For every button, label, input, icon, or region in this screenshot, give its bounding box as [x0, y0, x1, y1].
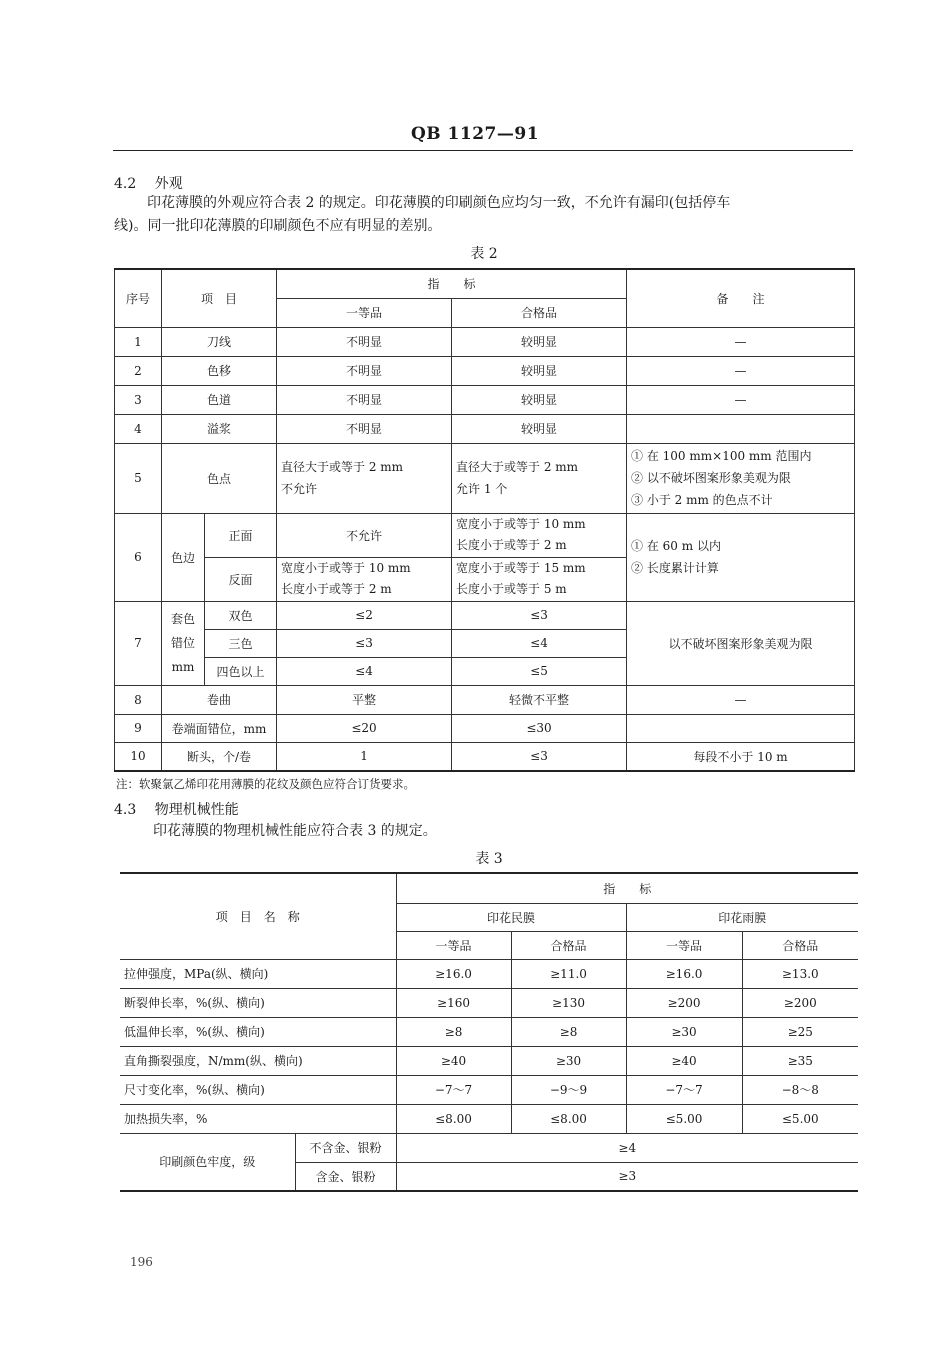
header-remark: 备 注 — [627, 269, 855, 327]
table-row — [120, 1133, 858, 1162]
cell-value: −9～9 — [511, 1075, 626, 1104]
cell-subitem: 双色 — [205, 601, 277, 629]
cell-item: 色点 — [162, 443, 277, 513]
cell-value: ≥16.0 — [396, 959, 511, 988]
cell-item: 卷端面错位，mm — [162, 714, 277, 742]
table-row — [115, 327, 855, 356]
cell-line: 长度小于或等于 5 m — [456, 582, 567, 596]
cell-remark — [627, 414, 855, 443]
cell-item: 刀线 — [162, 327, 277, 356]
cell-name: 尺寸变化率，%(纵、横向) — [120, 1075, 396, 1104]
cell-value: ≤5.00 — [742, 1104, 858, 1133]
cell-value: ≤8.00 — [511, 1104, 626, 1133]
cell-line: 长度小于或等于 2 m — [281, 582, 392, 596]
cell-qualified: 较明显 — [452, 414, 627, 443]
table-2-note: 注：软聚氯乙烯印花用薄膜的花纹及颜色应符合订货要求。 — [116, 777, 415, 791]
cell-item: 色移 — [162, 356, 277, 385]
cell-line: 直径大于或等于 2 mm — [456, 460, 579, 474]
cell-value: ≥8 — [396, 1017, 511, 1046]
cell-line: 套色 — [170, 612, 195, 626]
cell-value: ≤5.00 — [626, 1104, 742, 1133]
cell-value: ≥35 — [742, 1046, 858, 1075]
cell-first: ≤4 — [277, 657, 452, 685]
cell-remark: — — [627, 685, 855, 714]
section-number: 4.2 — [114, 176, 137, 192]
cell-value: −7～7 — [396, 1075, 511, 1104]
cell-value: ≥3 — [396, 1162, 858, 1191]
cell-value: −8～8 — [742, 1075, 858, 1104]
cell-value: ≥40 — [626, 1046, 742, 1075]
cell-qualified — [452, 557, 627, 601]
cell-line: ② 长度累计计算 — [631, 561, 719, 575]
table-3-caption: 表 3 — [475, 851, 503, 867]
cell-name: 印刷颜色牢度，级 — [120, 1133, 295, 1191]
cell-no: 9 — [115, 714, 162, 742]
header-film-rain: 印花雨膜 — [626, 903, 858, 931]
cell-value: ≥4 — [396, 1133, 858, 1162]
cell-item: 断头，个/卷 — [162, 742, 277, 771]
table-row — [115, 742, 855, 771]
cell-remark: 以不破坏图案形象美观为限 — [627, 601, 855, 685]
table-row — [115, 385, 855, 414]
cell-value: ≥200 — [742, 988, 858, 1017]
section-4-2-heading — [114, 173, 183, 193]
document-header: QB 1127—91 — [410, 124, 540, 144]
table-2 — [114, 268, 855, 772]
table-row — [115, 513, 855, 557]
cell-value: ≥160 — [396, 988, 511, 1017]
cell-value: ≥130 — [511, 988, 626, 1017]
cell-value: ≥30 — [511, 1046, 626, 1075]
cell-subitem: 四色以上 — [205, 657, 277, 685]
cell-first: 1 — [277, 742, 452, 771]
cell-name: 低温伸长率，%(纵、横向) — [120, 1017, 396, 1046]
header-qualified: 合格品 — [511, 931, 626, 959]
cell-value: −7～7 — [626, 1075, 742, 1104]
table-row — [120, 1017, 858, 1046]
cell-no: 8 — [115, 685, 162, 714]
header-first-grade: 一等品 — [396, 931, 511, 959]
cell-first: 不明显 — [277, 385, 452, 414]
cell-line: 长度小于或等于 2 m — [456, 538, 567, 552]
cell-item: 溢浆 — [162, 414, 277, 443]
table-row — [120, 959, 858, 988]
table-2-caption: 表 2 — [470, 246, 498, 262]
cell-no: 7 — [115, 601, 162, 685]
cell-first — [277, 557, 452, 601]
cell-first: ≤2 — [277, 601, 452, 629]
cell-line: 允许 1 个 — [456, 482, 508, 496]
cell-name: 断裂伸长率，%(纵、横向) — [120, 988, 396, 1017]
section-title: 物理机械性能 — [154, 802, 239, 818]
cell-first — [277, 443, 452, 513]
cell-first: 不允许 — [277, 513, 452, 557]
cell-no: 1 — [115, 327, 162, 356]
section-4-3-heading — [114, 799, 239, 819]
cell-line: 错位 — [170, 636, 195, 650]
cell-line: 不允许 — [281, 482, 318, 496]
cell-qualified: ≤3 — [452, 601, 627, 629]
cell-first: 不明显 — [277, 327, 452, 356]
cell-line: ③ 小于 2 mm 的色点不计 — [631, 493, 773, 507]
header-qualified: 合格品 — [742, 931, 858, 959]
cell-name: 直角撕裂强度，N/mm(纵、横向) — [120, 1046, 396, 1075]
cell-line: mm — [171, 660, 195, 674]
section-title: 外观 — [154, 176, 183, 192]
table-row — [120, 1046, 858, 1075]
cell-qualified: ≤5 — [452, 657, 627, 685]
page-number: 196 — [130, 1255, 153, 1269]
cell-first: ≤3 — [277, 629, 452, 657]
cell-value: ≥8 — [511, 1017, 626, 1046]
cell-line: 宽度小于或等于 10 mm — [281, 561, 411, 575]
cell-remark — [627, 714, 855, 742]
cell-line: ② 以不破坏图案形象美观为限 — [631, 471, 791, 485]
header-seq: 序号 — [115, 269, 162, 327]
header-item-name: 项 目 名 称 — [120, 873, 396, 959]
cell-value: ≥13.0 — [742, 959, 858, 988]
section-4-3-paragraph: 印花薄膜的物理机械性能应符合表 3 的规定。 — [153, 823, 437, 839]
cell-remark: — — [627, 385, 855, 414]
cell-qualified — [452, 513, 627, 557]
cell-subitem: 不含金、银粉 — [295, 1133, 396, 1162]
header-film-civil: 印花民膜 — [396, 903, 626, 931]
cell-first: 不明显 — [277, 356, 452, 385]
cell-name: 加热损失率，% — [120, 1104, 396, 1133]
header-first-grade: 一等品 — [626, 931, 742, 959]
table-row — [115, 714, 855, 742]
cell-item: 卷曲 — [162, 685, 277, 714]
cell-first: 平整 — [277, 685, 452, 714]
table-row — [120, 988, 858, 1017]
cell-qualified — [452, 443, 627, 513]
cell-value: ≥16.0 — [626, 959, 742, 988]
header-item: 项 目 — [162, 269, 277, 327]
cell-value: ≥40 — [396, 1046, 511, 1075]
cell-name: 拉伸强度，MPa(纵、横向) — [120, 959, 396, 988]
table-row — [115, 443, 855, 513]
section-4-2-paragraph-line2: 线)。同一批印花薄膜的印刷颜色不应有明显的差别。 — [114, 218, 442, 234]
table-3 — [120, 872, 858, 1192]
section-4-2-paragraph-line1: 印花薄膜的外观应符合表 2 的规定。印花薄膜的印刷颜色应均匀一致，不允许有漏印(包括停车 — [147, 195, 731, 211]
cell-line: 直径大于或等于 2 mm — [281, 460, 404, 474]
header-qualified: 合格品 — [452, 298, 627, 327]
cell-first: ≤20 — [277, 714, 452, 742]
table-row — [115, 601, 855, 629]
table-row — [120, 1075, 858, 1104]
cell-no: 5 — [115, 443, 162, 513]
cell-qualified: ≤3 — [452, 742, 627, 771]
cell-no: 6 — [115, 513, 162, 601]
cell-qualified: 较明显 — [452, 356, 627, 385]
cell-qualified: ≤4 — [452, 629, 627, 657]
cell-subitem: 三色 — [205, 629, 277, 657]
cell-no: 4 — [115, 414, 162, 443]
cell-line: 宽度小于或等于 10 mm — [456, 517, 586, 531]
cell-qualified: 轻微不平整 — [452, 685, 627, 714]
cell-value: ≥11.0 — [511, 959, 626, 988]
cell-item — [162, 601, 205, 685]
header-rule — [113, 150, 853, 151]
cell-remark: — — [627, 327, 855, 356]
cell-value: ≥25 — [742, 1017, 858, 1046]
cell-qualified: 较明显 — [452, 385, 627, 414]
table-row — [115, 414, 855, 443]
cell-remark: — — [627, 356, 855, 385]
cell-no: 3 — [115, 385, 162, 414]
cell-line: 宽度小于或等于 15 mm — [456, 561, 586, 575]
table-row — [115, 356, 855, 385]
cell-value: ≤8.00 — [396, 1104, 511, 1133]
header-index: 指 标 — [396, 873, 858, 903]
cell-line: ① 在 60 m 以内 — [631, 539, 721, 553]
section-number: 4.3 — [114, 802, 137, 818]
cell-no: 10 — [115, 742, 162, 771]
cell-remark: 每段不小于 10 m — [627, 742, 855, 771]
cell-remark — [627, 513, 855, 601]
cell-subitem: 正面 — [205, 513, 277, 557]
cell-subitem: 反面 — [205, 557, 277, 601]
table-row — [120, 1104, 858, 1133]
cell-first: 不明显 — [277, 414, 452, 443]
header-first-grade: 一等品 — [277, 298, 452, 327]
cell-qualified: 较明显 — [452, 327, 627, 356]
cell-remark — [627, 443, 855, 513]
cell-line: ① 在 100 mm×100 mm 范围内 — [631, 449, 812, 463]
cell-item: 色道 — [162, 385, 277, 414]
cell-qualified: ≤30 — [452, 714, 627, 742]
cell-value: ≥200 — [626, 988, 742, 1017]
cell-value: ≥30 — [626, 1017, 742, 1046]
table-row — [115, 685, 855, 714]
cell-item: 色边 — [162, 513, 205, 601]
cell-subitem: 含金、银粉 — [295, 1162, 396, 1191]
cell-no: 2 — [115, 356, 162, 385]
header-index: 指 标 — [277, 269, 627, 298]
